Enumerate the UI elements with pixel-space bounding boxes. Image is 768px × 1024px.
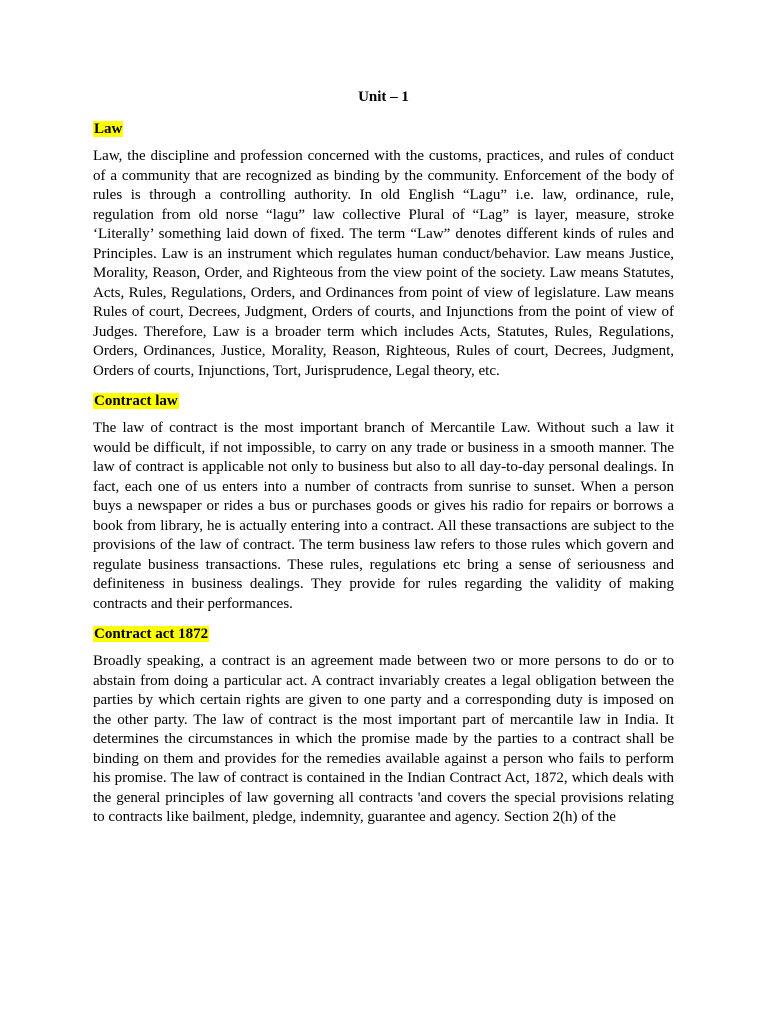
section-heading-law [93,118,674,140]
section-body-contract-law: The law of contract is the most important branch of Mercantile Law. Without such a law it would be difficult, if not impossible, to carry on any trade or business in a smooth manner. The law of contract is applicable not only to business but also to all day-to-day personal dealings. In fact, each one of us enters into a number of contracts from sunrise to sunset. When a person buys a newspaper or rides a bus or purchases goods or gives his radio for repairs or borrows a book from library, he is actually entering into a contract. All these transactions are subject to the provisions of the law of contract. The term business law refers to those rules which govern and regulate business transactions. These rules, regulations etc bring a sense of seriousness and definiteness in business dealings. They provide for rules regarding the validity of making contracts and their performances. [93,420,674,612]
section-heading-contract-law [93,390,674,412]
section-heading-contract-act [93,623,674,645]
heading-highlight: Contract act 1872 [94,626,209,642]
page-title: Unit – 1 [358,89,409,105]
section-body-contract-act: Broadly speaking, a contract is an agreement made between two or more persons to do or to abstain from doing a particular act. A contract invariably creates a legal obligation between the parties by which certain rights are given to one party and a corresponding duty is imposed on the other party. The law of contract is the most important part of mercantile law in India. It determines the circumstances in which the promise made by the parties to a contract shall be binding on them and provides for the remedies available against a person who fails to perform his promise. The law of contract is contained in the Indian Contract Act, 1872, which deals with the general principles of law governing all contracts 'and covers the special provisions relating to contracts like bailment, pledge, indemnity, guarantee and agency. Section 2(h) of the [93,653,674,825]
heading-highlight: Law [94,121,123,137]
document-page [93,86,674,837]
heading-highlight: Contract law [94,393,178,409]
section-body-law: Law, the discipline and profession concerned with the customs, practices, and rules of conduct of a community that are recognized as binding by the community. Enforcement of the body of rules is through a controlling authority. In old English “Lagu” i.e. law, ordinance, rule, regulation from old norse “lagu” law collective Plural of “Lag” is layer, measure, stroke ‘Literally’ something laid down of fixed. The term “Law” denotes different kinds of rules and Principles. Law is an instrument which regulates human conduct/behavior. Law means Justice, Morality, Reason, Order, and Righteous from the view point of the society. Law means Statutes, Acts, Rules, Regulations, Orders, and Ordinances from point of view of legislature. Law means Rules of court, Decrees, Judgment, Orders of courts, and Injunctions from the point of view of Judges. Therefore, Law is a broader term which includes Acts, Statutes, Rules, Regulations, Orders, Ordinances, Justice, Morality, Reason, Righteous, Rules of court, Decrees, Judgment, Orders of courts, Injunctions, Tort, Jurisprudence, Legal theory, etc. [93,148,674,379]
